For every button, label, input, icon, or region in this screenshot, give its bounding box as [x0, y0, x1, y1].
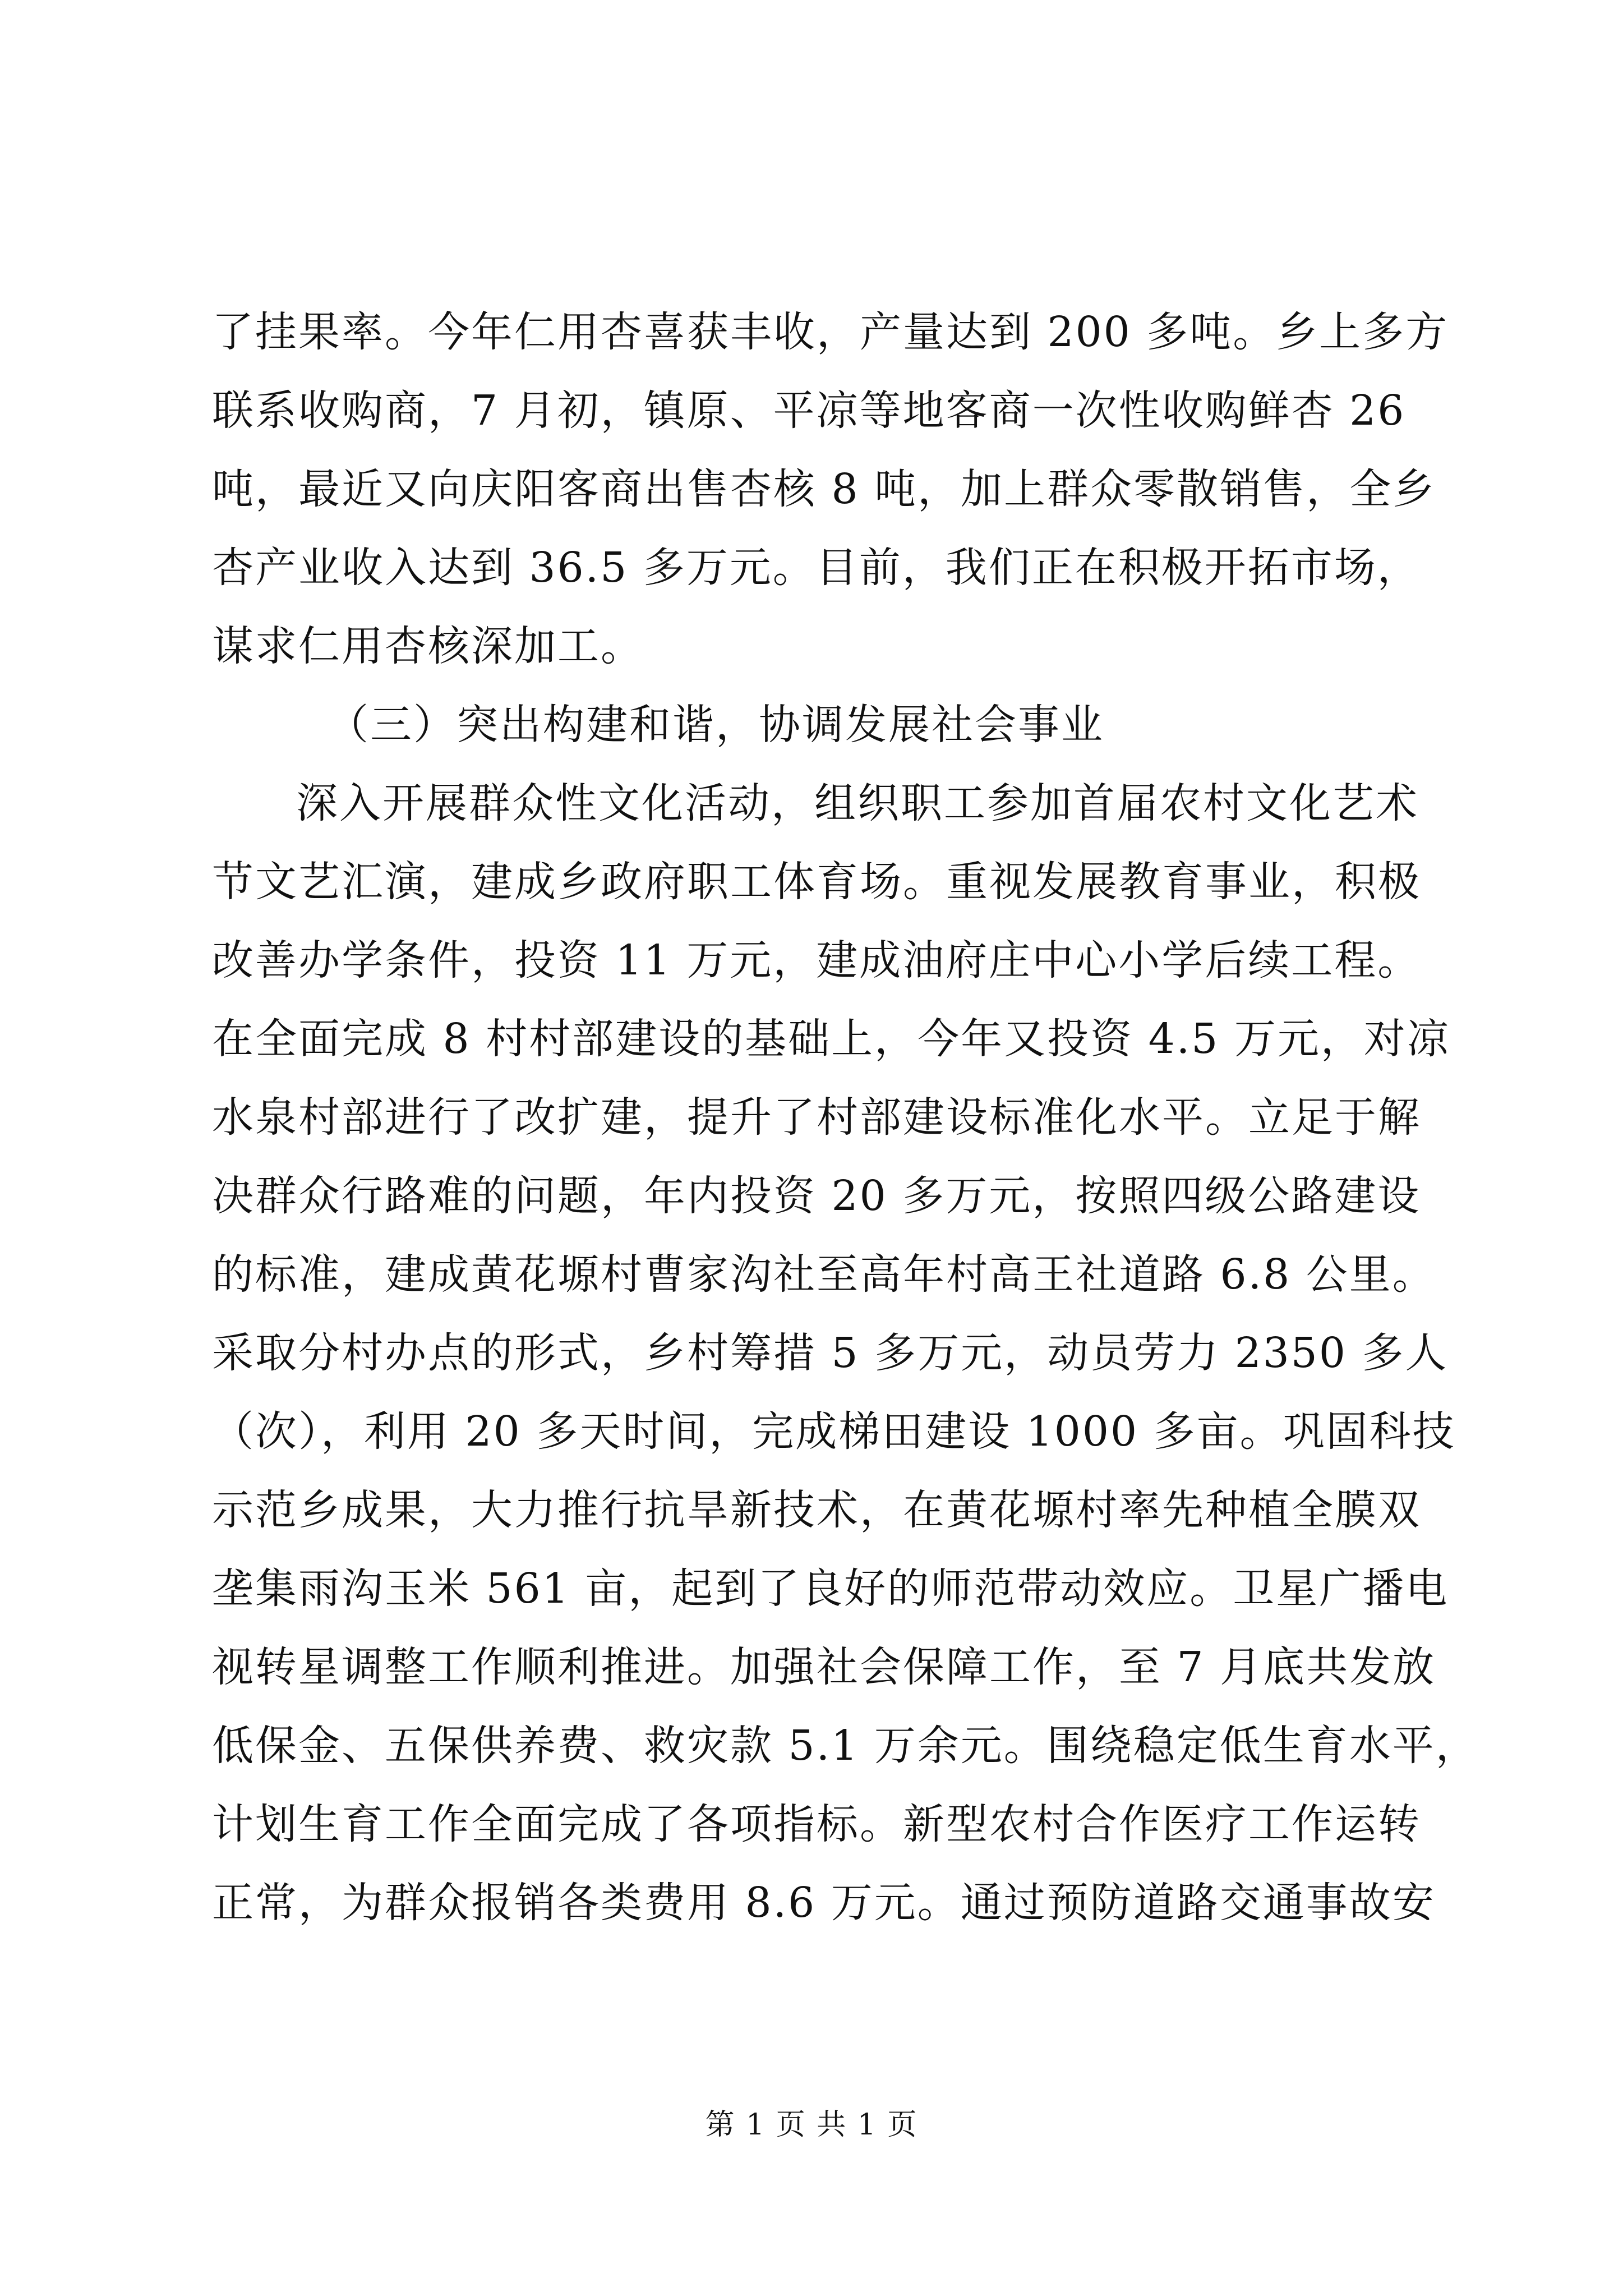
- text-line: 联系收购商，7 月初，镇原、平凉等地客商一次性收购鲜杏 26: [212, 386, 1406, 435]
- document-body: [212, 293, 1479, 1942]
- section-heading: （三）突出构建和谐，协调发展社会事业: [327, 701, 1104, 749]
- text-line: 计划生育工作全面完成了各项指标。新型农村合作医疗工作运转: [212, 1800, 1421, 1848]
- text-line: 改善办学条件，投资 11 万元，建成油府庄中心小学后续工程。: [212, 936, 1421, 984]
- text-line: 采取分村办点的形式，乡村筹措 5 多万元，动员劳力 2350 多人: [212, 1329, 1449, 1377]
- text-line: 视转星调整工作顺利推进。加强社会保障工作，至 7 月底共发放: [212, 1643, 1436, 1691]
- text-line: 示范乡成果，大力推行抗旱新技术，在黄花塬村率先种植全膜双: [212, 1486, 1421, 1534]
- text-line: 水泉村部进行了改扩建，提升了村部建设标准化水平。立足于解: [212, 1093, 1421, 1142]
- text-line: 决群众行路难的问题，年内投资 20 多万元，按照四级公路建设: [212, 1172, 1421, 1220]
- text-line: 的标准，建成黄花塬村曹家沟社至高年村高王社道路 6.8 公里。: [212, 1250, 1436, 1299]
- text-line: 正常，为群众报销各类费用 8.6 万元。通过预防道路交通事故安: [212, 1879, 1436, 1927]
- text-line: 杏产业收入达到 36.5 多万元。目前，我们正在积极开拓市场，: [212, 544, 1421, 592]
- text-line: 低保金、五保供养费、救灾款 5.1 万余元。围绕稳定低生育水平，: [212, 1722, 1479, 1770]
- text-line: 垄集雨沟玉米 561 亩，起到了良好的师范带动效应。卫星广播电: [212, 1565, 1449, 1613]
- text-line: 在全面完成 8 村村部建设的基础上，今年又投资 4.5 万元，对凉: [212, 1015, 1450, 1063]
- text-line: 谋求仁用杏核深加工。: [212, 622, 644, 670]
- text-line: （次），利用 20 多天时间，完成梯田建设 1000 多亩。巩固科技: [212, 1407, 1456, 1456]
- paragraph-first-line: 深入开展群众性文化活动，组织职工参加首届农村文化艺术: [296, 779, 1419, 827]
- text-line: 节文艺汇演，建成乡政府职工体育场。重视发展教育事业，积极: [212, 858, 1421, 906]
- text-line: 了挂果率。今年仁用杏喜获丰收，产量达到 200 多吨。乡上多方: [212, 308, 1449, 356]
- page-number-label: 第 1 页 共 1 页: [705, 2108, 918, 2142]
- page-footer: [0, 2101, 1623, 2143]
- text-line: 吨，最近又向庆阳客商出售杏核 8 吨，加上群众零散销售，全乡: [212, 465, 1436, 513]
